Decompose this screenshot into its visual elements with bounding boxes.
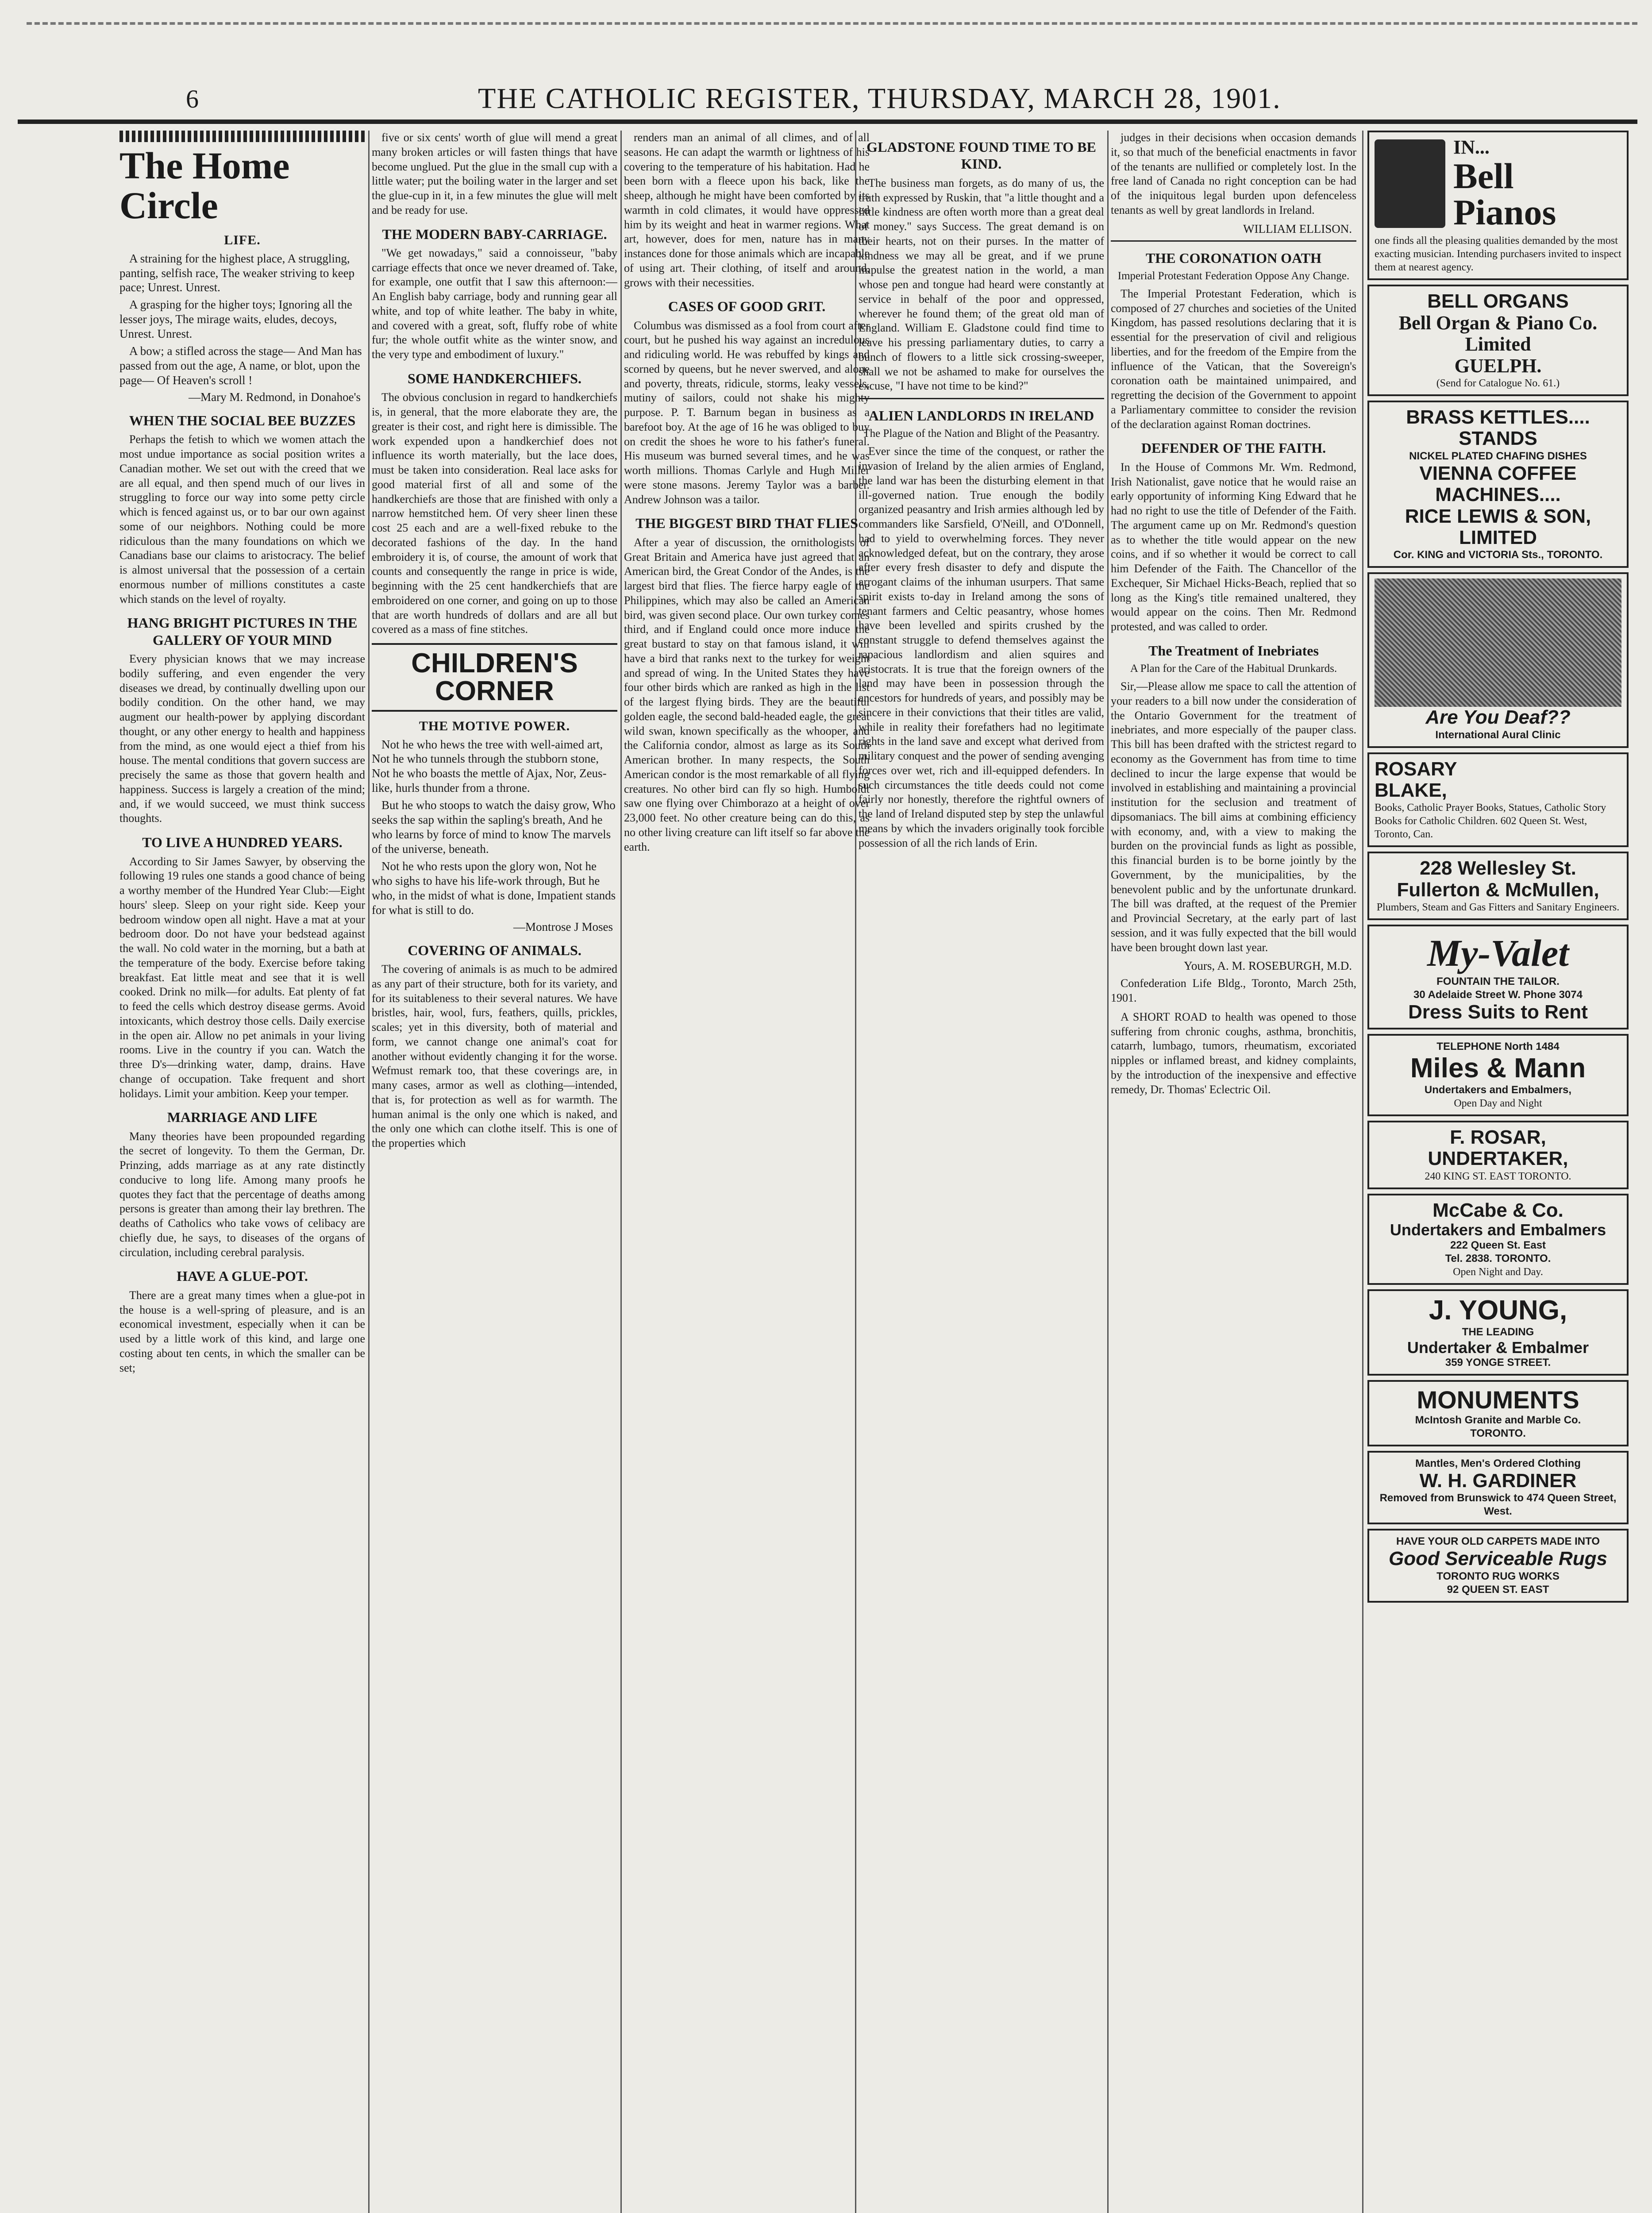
ad-rice-lewis <box>1367 401 1629 568</box>
ad-line: 240 KING ST. EAST TORONTO. <box>1425 1170 1571 1182</box>
ad-line: 222 Queen St. East <box>1450 1239 1546 1251</box>
article-heading: ALIEN LANDLORDS IN IRELAND <box>868 408 1094 424</box>
ad-text: Plumbers, Steam and Gas Fitters and Sanitary Engineers. <box>1376 902 1620 914</box>
article-heading: HAVE A GLUE-POT. <box>177 1268 308 1284</box>
ad-line: Undertakers and Embalmers <box>1390 1221 1606 1239</box>
ad-fullerton <box>1367 852 1629 920</box>
article-body: The Imperial Protestant Federation, which is composed of 27 churches and societies of the United Kingdom, has passed resolutions declaring that it is essential for the preservation of civil and religious liberties, and for the freedom of the Empire from the influence of the Vatican, that the Sovereign's coronation oath be maintained unimpaired, and regretting the decision of the Government to appoint a Parliamentary committee to consider the revision of the declaration against Roman doctrines. <box>1111 287 1356 431</box>
poem <box>372 737 617 918</box>
article-heading: MARRIAGE AND LIFE <box>167 1109 318 1126</box>
article-body: five or six cents' worth of glue will mend a great many broken articles or will fasten things that have become unglued. Put the glue in the small cup with a little water; put the boiling water in the larger and set the glue-cup in it, in a few minutes the glue will melt and be ready for use. <box>372 131 617 216</box>
article-body: Perhaps the fetish to which we women attach the most undue importance as social position writes a Canadian mother. We set out with the creed that we are all equal, and then spend much of our lives in struggling to force our way into some petty circle which is fenced against us, or to bar our own against some of our neighbors. Nothing could be more ridiculous than the many foundations on which we Canadians base our claims to aristocracy. The belief is almost universal that the possession of a certain enormous number of millions constitutes a caste which stands on the level of royalty. <box>119 433 365 605</box>
article-body: renders man an animal of all climes, and of all seasons. He can adapt the warmth or lightness of his covering to the temperature of his habitation. Had he been born with a fleece upon his back, like the sheep, although he might have been comforted by its warmth in cold climates, it would have oppressed him by its weight and heat in warmer regions. What art, however, does for men, nature has in many instances done for those animals which are incapable of using art. Their clothing, of itself and around, grows with their necessities. <box>624 131 870 289</box>
ad-j-young <box>1367 1289 1629 1376</box>
ads-column <box>1367 131 1629 2213</box>
ad-line: TORONTO RUG WORKS <box>1436 1570 1560 1582</box>
article-heading: THE MOTIVE POWER. <box>419 718 570 733</box>
column-2 <box>372 131 617 2213</box>
ad-line: J. YOUNG, <box>1429 1295 1567 1326</box>
article-body: In the House of Commons Mr. Wm. Redmond, Irish Nationalist, gave notice that he would raise an early opportunity of informing King Edward that he had no right to use the title of Defender of the Faith. The argument came up on Mr. Redmond's question as to whether the title would appear on the new coins, and if so whether it would be correct to call him Defender of the Faith. The Chancellor of the Exchequer, Sir Michael Hicks-Beach, replied that so long as the King's title remained unaltered, they would appear on the coins. Then Mr. Redmond protested, and was called to order. <box>1111 460 1356 633</box>
ad-line: UNDERTAKER, <box>1428 1148 1568 1170</box>
ad-line: VIENNA COFFEE MACHINES.... <box>1419 462 1577 506</box>
masthead: THE CATHOLIC REGISTER, THURSDAY, MARCH 28, 1901. <box>478 82 1281 115</box>
header-rule <box>18 120 1637 124</box>
ad-line: 30 Adelaide Street W. Phone 3074 <box>1413 989 1583 1001</box>
article-body: The business man forgets, as do many of us, the truth expressed by Ruskin, that "a little thought and a little kindness are often worth more than a great deal of money." says Success. The great demand is on their hearts, not on their purses. In the matter of kindness we may all be great, and if we prune impulse the greatest nation in the world, a man whose pen and tongue had heard were constantly at service in behalf of the poor and oppressed, wherever he found them; of the great old man of England. William E. Gladstone could find time to leave his pressing parliamentary duties, to carry a bunch of flowers to a little sick crossing-sweeper, shall we not be ashamed to make for ourselves the excuse, "I have not time to be kind?" <box>859 176 1104 393</box>
article-body: The obvious conclusion in regard to handkerchiefs is, in general, that the more elaborate they are, the greater is their cost, and right here is dimissible. The work expended upon a handkerchief does not influence its worth materially, but the lace does, must be taken into consideration. Real lace asks for good material first of all and some of the handkerchiefs are those that are finished with only a narrow hemstitched hem. Of very sheer linen these cost 25 each and are a well-fixed rebuke to the decorated fashions of the day. In the hand embroidery it is, of course, the amount of work that counts and consequently the range in price is wide, beginning with the 25 cent handkerchiefs that are embroidered on one corner, and going on up to those that are worth hundreds of dollars and are all but covered as a mass of fine stitches. <box>372 391 617 636</box>
article-heading: THE CORONATION OATH <box>1145 250 1322 266</box>
ad-my-valet <box>1367 925 1629 1029</box>
ad-line: Good Serviceable Rugs <box>1389 1548 1607 1570</box>
poem-stanza: A straining for the highest place, A struggling, panting, selfish race, The weaker striving to keep pace; Unrest. Unrest. <box>119 251 355 294</box>
ad-line: McIntosh Granite and Marble Co. <box>1415 1414 1581 1426</box>
article-heading: GLADSTONE FOUND TIME TO BE KIND. <box>866 139 1096 172</box>
article-body: Many theories have been propounded regarding the secret of longevity. To them the German, Dr. Prinzing, adds marriage as at any rate distinctly conducive to long life. Among many proofs he quotes they fact that the percentage of deaths among persons is greater than among their lay brethren. The deaths of Catholics who take vows of celibacy are chiefly due, he says, to diseases of the organs of circulation, including cerebral paralysis. <box>119 1130 365 1259</box>
poem-stanza: Not he who rests upon the glory won, Not he who sighs to have his life-work through, But he who, in the midst of what is done, Impatient stands for what is still to do. <box>372 860 616 917</box>
poem-stanza: But he who stoops to watch the daisy grow, Who seeks the sap within the sapling's breath, And he who learns by force of mind to know The marvels of the universe, beneath. <box>372 798 616 856</box>
page-header <box>0 0 1652 126</box>
ad-line: Mantles, Men's Ordered Clothing <box>1415 1457 1581 1469</box>
poem-byline: —Montrose J Moses <box>513 920 613 933</box>
ad-bell-pianos <box>1367 131 1629 280</box>
letter-signature: Yours, A. M. ROSEBURGH, M.D. <box>1184 959 1352 973</box>
ad-line: International Aural Clinic <box>1435 729 1561 741</box>
portrait-engraving <box>1375 578 1621 707</box>
ad-line: Open Night and Day. <box>1453 1266 1543 1278</box>
ad-miles-mann <box>1367 1034 1629 1116</box>
ad-line: Bell <box>1453 156 1514 197</box>
top-perforation-rule <box>27 22 1637 25</box>
ad-line: TELEPHONE North 1484 <box>1436 1040 1560 1053</box>
poem-byline: —Mary M. Redmond, in Donahoe's <box>189 390 361 404</box>
ad-line: NICKEL PLATED CHAFING DISHES <box>1409 450 1587 462</box>
ad-line: Dress Suits to Rent <box>1408 1001 1588 1023</box>
article-heading: TO LIVE A HUNDRED YEARS. <box>142 834 343 851</box>
article-body: There are a great many times when a glue-pot in the house is a well-spring of pleasure, and is an economical investment, especially when it can be used by a little work of this kind, and large one costing about ten cents, in which the smaller can be set; <box>119 1288 365 1374</box>
article-heading: DEFENDER OF THE FAITH. <box>1141 440 1326 456</box>
column-rule <box>620 131 622 2213</box>
ad-bell-organs <box>1367 285 1629 396</box>
ad-line: BELL ORGANS <box>1427 290 1569 312</box>
article-heading: LIFE. <box>224 232 261 247</box>
ad-line: TORONTO. <box>1470 1427 1526 1439</box>
ad-line: Undertakers and Embalmers, <box>1424 1083 1572 1096</box>
column-5 <box>1111 131 1356 2213</box>
article-heading: HANG BRIGHT PICTURES IN THE GALLERY OF YOUR MIND <box>127 615 358 648</box>
ad-rosary-blake <box>1367 752 1629 848</box>
ad-line: (Send for Catalogue No. 61.) <box>1436 377 1560 389</box>
ad-line: 92 QUEEN ST. EAST <box>1447 1583 1549 1596</box>
column-rule <box>368 131 370 2213</box>
article-body: Ever since the time of the conquest, or rather the invasion of Ireland by the alien armies of England, the land war has been the disturbing element in that ill-governed nation. True enough the bodily organized peasantry and Irish armies although led by commanders like Sarsfield, O'Neill, and O'Donnell, had to yield to overwhelming forces. They never acknowledged defeat, but on the contrary, they arose after every fresh disaster to defy and dispute the arrogant claims of the inhuman usurpers. That same spirit exists to-day in Ireland among the sons of tenant farmers and Celtic peasantry, whose homes have been levelled and spirits crushed by the constant struggle to defend themselves against the rapacious landlordism and alien squires and aristocrats. It is true that the foreign owners of the land may have been in possession through the ancestors for hundreds of years, and possibly may be sincere in their convictions that their titles are valid, while in reality their forefathers had no legitimate rights in the land save and except what derived from military conquest and the power of sending avenging forces over wet, rich and ill-equipped defenders. In such circumstances the title deeds could not come fairly nor honestly, therefore the rightful owners of the land of Ireland disputed step by step the unlawful means by which the invaders originally took forcible possession of all the rich lands of Erin. <box>859 445 1104 849</box>
ad-line: IN... <box>1453 136 1490 158</box>
ad-line: W. H. GARDINER <box>1419 1469 1577 1492</box>
article-heading: THE MODERN BABY-CARRIAGE. <box>382 226 607 242</box>
ad-text: Books, Catholic Prayer Books, Statues, Catholic Story Books for Catholic Children. 602 Queen St. West, Toronto, Can. <box>1375 802 1606 840</box>
ad-line: Pianos <box>1453 192 1556 233</box>
article-byline: WILLIAM ELLISON. <box>1243 222 1352 235</box>
ad-line: Open Day and Night <box>1454 1097 1542 1109</box>
ad-line: ROSARY <box>1375 758 1457 780</box>
ad-line: MONUMENTS <box>1417 1386 1579 1414</box>
ad-rosar <box>1367 1121 1629 1189</box>
poem-stanza: A bow; a stifled across the stage— And Man has passed from out the age, A name, or blot, upon the page— Of Heaven's scroll ! <box>119 344 362 387</box>
page-number: 6 <box>186 85 199 113</box>
ad-line: GUELPH. <box>1454 355 1542 377</box>
ad-line: 228 Wellesley St. <box>1420 857 1576 879</box>
section-title: The Home Circle <box>119 144 290 227</box>
ad-mccabe <box>1367 1194 1629 1285</box>
ad-line: McCabe & Co. <box>1433 1199 1563 1221</box>
childrens-corner-title: CHILDREN'S CORNER <box>372 643 617 711</box>
article-subheading: Imperial Protestant Federation Oppose Any Change. <box>1117 270 1350 282</box>
article-body: Sir,—Please allow me space to call the attention of your readers to a bill now under the consideration of the Ontario Government for the treatment of inebriates, and more especially of the pauper class. This bill has been drafted with the strictest regard to economy as the Government has from time to time declined to incur the large expense that would be involved in establishing and maintaining a provincial institution for the seclusion and treatment of dipsomaniacs. The bill aims at combining efficiency with economy, and, with a view to making the burden on the provincial funds as light as possible, this financial burden is to be borne jointly by the Government, by the municipalities, by the benevolent public and by the unfortunate drunkard. The bill was drafted, at the request of the Premier and Provincial Secretary, at the early part of last session, and it was fully expected that the bill would have been brought down last year. <box>1111 680 1356 954</box>
ad-gardiner <box>1367 1451 1629 1524</box>
ad-line: 359 YONGE STREET. <box>1445 1357 1551 1369</box>
article-heading: The Treatment of Inebriates <box>1148 642 1319 659</box>
ad-are-you-deaf <box>1367 572 1629 748</box>
article-heading: CASES OF GOOD GRIT. <box>668 298 826 315</box>
article-body: "We get nowadays," said a connoisseur, "baby carriage effects that once we never dreamed of. Take, for example, one outfit that I saw this afternoon:—An English baby carriage, body and running gear all white, and top of white leather. The baby in white, and covered with a great, soft, fluffy robe of white fur; the whole outfit white as the winter snow, and the very type and embodiment of luxury." <box>372 246 617 361</box>
ornament-rule <box>119 131 365 142</box>
ad-line: Miles & Mann <box>1410 1053 1586 1083</box>
ad-line: Bell Organ & Piano Co. Limited <box>1398 312 1598 355</box>
poem-stanza: Not he who hews the tree with well-aimed art, Not he who tunnels through the stubborn stone, Not he who boasts the mettle of Ajax, Nor, Zeus-like, hurls thunder from a throne. <box>372 737 607 795</box>
article-subheading: The Plague of the Nation and Blight of the Peasantry. <box>863 428 1100 440</box>
column-rule <box>1107 131 1109 2213</box>
article-heading: WHEN THE SOCIAL BEE BUZZES <box>129 413 356 429</box>
article-heading: THE BIGGEST BIRD THAT FLIES <box>635 515 858 532</box>
ad-line: F. ROSAR, <box>1450 1126 1546 1148</box>
ad-rug-works <box>1367 1529 1629 1602</box>
ad-line: THE LEADING <box>1462 1326 1534 1338</box>
letter-address: Confederation Life Bldg., Toronto, March 25th, 1901. <box>1111 977 1356 1005</box>
ad-line: Fullerton & McMullen, <box>1397 879 1599 901</box>
article-body: After a year of discussion, the ornithologists of Great Britain and America have just agreed that an American bird, the Great Condor of the Andes, is the largest bird that flies. The fierce harpy eagle of the Philippines, which may also be called an American bird, was given second place. Our own turkey comes third, and if England could once more induce the great bustard to stay on that famous island, it will have a bird that ranks next to the turkey for weight and spread of wing. In the United States they have four other birds which are ranked as high in the list of the largest flying birds. They are the beautiful golden eagle, the second bald-headed eagle, the great wild swan, known specifically as the whooper, and the California condor, almost as large as its South American brother. In many respects, the South American condor is the most remarkable of all flying creatures. No other bird can fly so high. Humboldt saw one flying over Chimborazo at a height of over 23,000 feet. No other creature being can do this, as no other living creature can lift itself so far above the earth. <box>624 536 870 853</box>
article-body: According to Sir James Sawyer, by observing the following 19 rules one stands a good chance of being a worthy member of the Hundred Year Club:—Eight hours' sleep. Sleep on your right side. Keep your bedroom window open all night. Have a mat at your bedroom door. Do not have your bedstead against the wall. No cold water in the morning, but a bath at the temperature of the body. Exercise before taking breakfast. Eat little meat and see that it is well cooked. Drink no milk—for adults. Eat plenty of fat to feed the cells which destroy disease germs. Avoid intoxicants, which destroy those cells. Daily exercise in the open air. Allow no pet animals in your living rooms. Live in the country if you can. Watch the three D's—drinking water, damp, drains. Have change of occupation. Take frequent and short holidays. Limit your ambition. Keep your temper. <box>119 855 365 1100</box>
poem-stanza: A grasping for the higher toys; Ignoring all the lesser joys, The mirage waits, eludes, decoys, Unrest. Unrest. <box>119 298 352 341</box>
divider <box>859 398 1104 399</box>
article-body: judges in their decisions when occasion demands it, so that much of the beneficial enactments in favor of the tenants are nullified or completely lost. In the free land of Canada no right conception can be had of the iniquitous legal burden upon defenceless tenants as well by great landlords in Ireland. <box>1111 131 1356 216</box>
article-heading: COVERING OF ANIMALS. <box>408 942 581 958</box>
ad-line: Cor. KING and VICTORIA Sts., TORONTO. <box>1393 549 1603 561</box>
ad-line: Are You Deaf?? <box>1425 706 1571 729</box>
ad-line: Removed from Brunswick to 474 Queen Street, West. <box>1379 1492 1617 1518</box>
ad-line: Undertaker & Embalmer <box>1407 1338 1589 1357</box>
ad-line: HAVE YOUR OLD CARPETS MADE INTO <box>1396 1535 1600 1548</box>
divider <box>1111 240 1356 242</box>
column-1 <box>119 131 365 2213</box>
ad-line: BLAKE, <box>1375 779 1447 802</box>
ad-monuments <box>1367 1380 1629 1446</box>
ad-line: BRASS KETTLES.... STANDS <box>1406 406 1590 450</box>
column-rule <box>1362 131 1363 2213</box>
column-3 <box>624 131 870 2213</box>
column-4 <box>859 131 1104 2213</box>
ad-line: FOUNTAIN THE TAILOR. <box>1436 975 1560 988</box>
article-body: Columbus was dismissed as a fool from court after court, but he pushed his way against an incredulous and ridiculing world. He was rebuffed by kings and scorned by queens, but he never swerved, and alone and poverty, threats, ridicule, storms, leaky vessels, mutiny of sailors, could not shake his mighty purpose. P. T. Barnum began in business as a barefoot boy. At the age of 16 he was obliged to buy on credit the shoes he wore to his father's funeral. His museum was burned several times, and he was worth millions. Thomas Carlyle and Hugh Miller were stone masons. Jeremy Taylor was a barber. Andrew Johnson was a tailor. <box>624 319 870 506</box>
article-heading: SOME HANDKERCHIEFS. <box>408 370 581 386</box>
article-body: Every physician knows that we may increase bodily suffering, and even engender the very diseases we dread, by continually dwelling upon our bodily condition. On the other hand, we may augment our health-power by applying discordant thought, or any other energy to health and happiness from the mind, as one would eject a thief from his house. The mental conditions that govern success are precisely the same as those that govern health and happiness. Success is largely a creation of the mind; and, if we would succeed, we must think success thoughts. <box>119 652 365 825</box>
ad-line: Tel. 2838. TORONTO. <box>1445 1252 1551 1265</box>
poem <box>119 251 365 388</box>
ad-line: RICE LEWIS & SON, LIMITED <box>1405 505 1591 548</box>
ad-line: My-Valet <box>1427 932 1569 975</box>
ad-text: one finds all the pleasing qualities demanded by the most exacting musician. Intending purchasers invited to inspect them at nearest agency. <box>1375 235 1621 274</box>
article-body: A SHORT ROAD to health was opened to those suffering from chronic coughs, asthma, bronchitis, catarrh, lumbago, tumors, rheumatism, excoriated nipples or inflamed breast, and kidney complaints, by the introduction of the inexpensive and effective remedy, Dr. Thomas' Eclectric Oil. <box>1111 1010 1356 1096</box>
piano-illustration <box>1375 139 1445 228</box>
article-body: The covering of animals is as much to be admired as any part of their structure, both for its variety, and for its suitableness to their several natures. We have bristles, hair, wool, furs, feathers, quills, prickles, scales; yet in this diversity, both of material and form, we cannot change one animal's coat for another without evidently changing it for the worse. Wefmust remark too, that these coverings are, in many cases, armor as well as clothing—intended, that is, for protection as well as for warmth. The human animal is the only one which is naked, and the only one which can clothe itself. This is one of the properties which <box>372 963 617 1150</box>
article-subheading: A Plan for the Care of the Habitual Drunkards. <box>1130 663 1337 675</box>
